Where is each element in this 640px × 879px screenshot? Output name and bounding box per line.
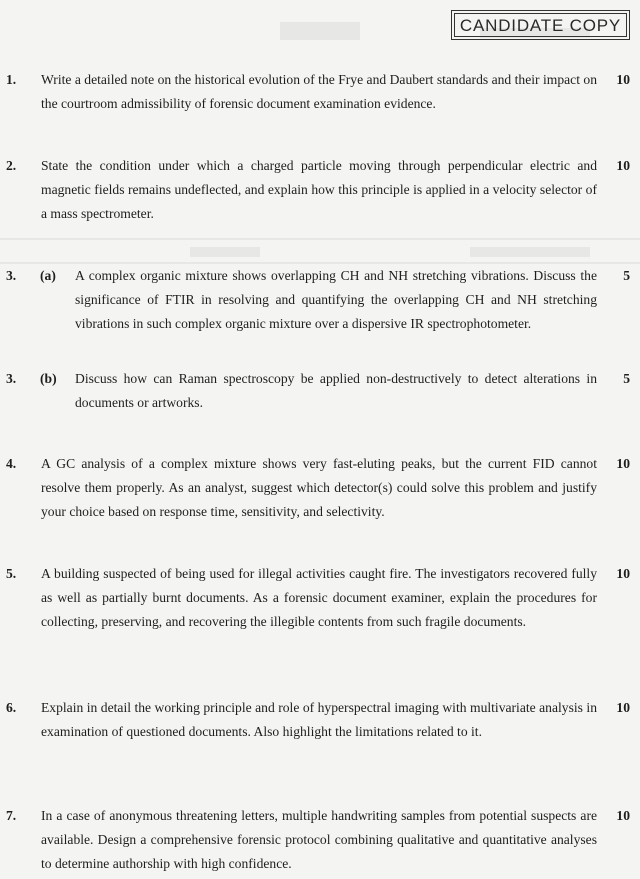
bleed-through-mark [280, 22, 360, 40]
question-subpart: (b) [40, 371, 57, 386]
bleed-through-mark [0, 238, 640, 240]
question-marks: 10 [616, 158, 630, 173]
question-subpart: (a) [40, 268, 56, 283]
question-text: Explain in detail the working principle and role of hyperspectral imaging with multivariate analysis in examination of questioned documents. Also highlight the limitations related to it. [41, 700, 597, 739]
question-number: 1. [6, 72, 17, 87]
question-marks: 10 [616, 72, 630, 87]
question-text: A building suspected of being used for illegal activities caught fire. The investigators recovered fully as well as partially burnt documents. As a forensic document examiner, explain the procedures for collecting, preserving, and recovering the illegible contents from such fragile documents. [41, 566, 597, 629]
question-number: 3. [6, 268, 17, 283]
question-number: 2. [6, 158, 17, 173]
question-marks: 10 [616, 700, 630, 715]
question-text: Write a detailed note on the historical evolution of the Frye and Daubert standards and their impact on the courtroom admissibility of forensic document examination evidence. [41, 72, 597, 111]
question-marks: 10 [616, 566, 630, 581]
question-text: State the condition under which a charged particle moving through perpendicular electric and magnetic fields remains undeflected, and explain how this principle is applied in a velocity selector of a mass spectrometer. [41, 158, 597, 221]
bleed-through-mark [470, 247, 590, 257]
question-text: A complex organic mixture shows overlapping CH and NH stretching vibrations. Discuss the significance of FTIR in resolving and quantifying the overlapping CH and NH stretching vibrations in such complex organic mixture over a dispersive IR spectrophotometer. [75, 268, 597, 331]
question-number: 4. [6, 456, 17, 471]
question-marks: 10 [616, 808, 630, 823]
question-number: 5. [6, 566, 17, 581]
question-text: A GC analysis of a complex mixture shows very fast-eluting peaks, but the current FID cannot resolve them properly. As an analyst, suggest which detector(s) could solve this problem and justify your choice based on response time, sensitivity, and selectivity. [41, 456, 597, 519]
question-text: In a case of anonymous threatening letters, multiple handwriting samples from potential suspects are available. Design a comprehensive forensic protocol combining qualitative and quantitative analyses to determine authorship with high confidence. [41, 808, 597, 871]
bleed-through-mark [190, 247, 260, 257]
question-marks: 10 [616, 456, 630, 471]
question-text: Discuss how can Raman spectroscopy be applied non-destructively to detect alterations in documents or artworks. [75, 371, 597, 410]
stamp-label: CANDIDATE COPY [454, 13, 627, 37]
question-number: 3. [6, 371, 17, 386]
question-number: 7. [6, 808, 17, 823]
question-marks: 5 [623, 371, 630, 386]
question-marks: 5 [623, 268, 630, 283]
question-number: 6. [6, 700, 17, 715]
candidate-copy-stamp [451, 10, 630, 40]
